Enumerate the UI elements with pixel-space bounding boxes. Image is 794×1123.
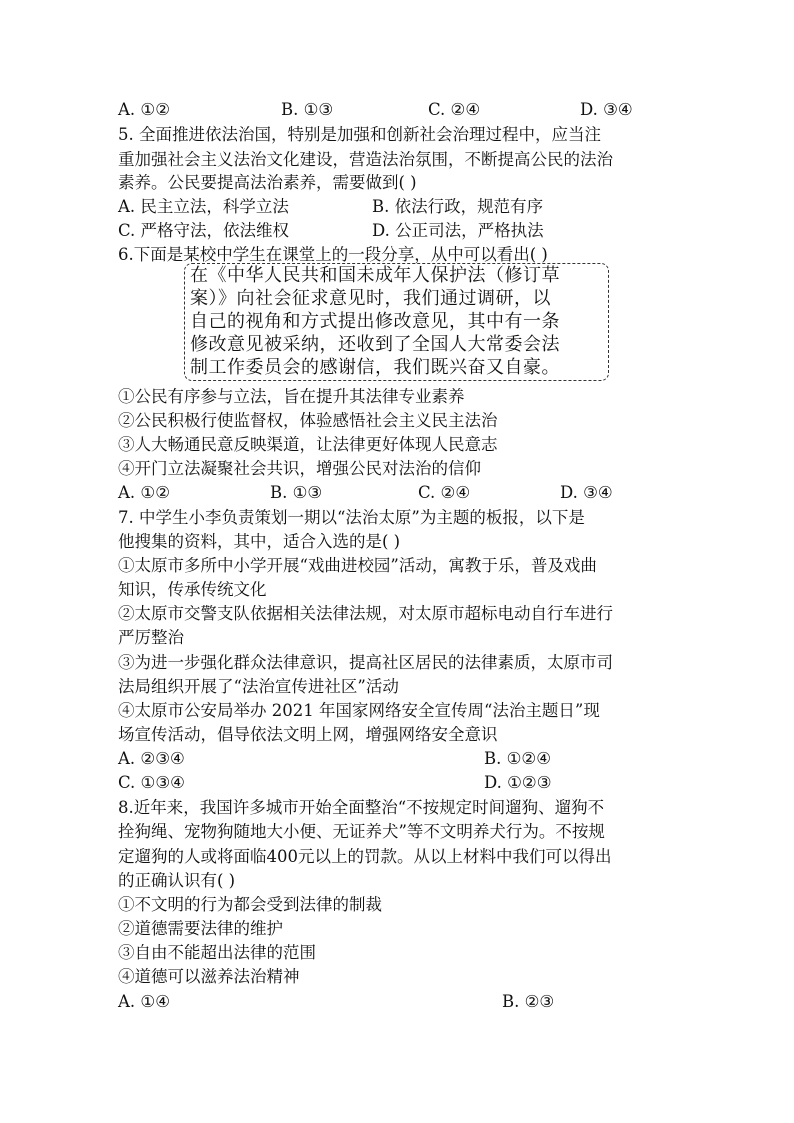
q8-option-b[interactable]: B. ②③ <box>502 992 555 1011</box>
q4-option-a[interactable]: A. ①② <box>118 100 170 119</box>
q7-item-4a: ④太原市公安局举办 2021 年国家网络安全宣传周“法治主题日”现 <box>118 701 600 720</box>
q6-option-d[interactable]: D. ③④ <box>560 483 613 502</box>
q7-item-3b: 法局组织开展了“法治宣传进社区”活动 <box>118 677 399 696</box>
q8-option-a[interactable]: A. ①④ <box>118 992 170 1011</box>
q6-option-a[interactable]: A. ①② <box>118 483 170 502</box>
quote-line-2: 案）》向社会征求意见时，我们通过调研，以 <box>190 288 551 309</box>
q6-item-2: ②公民积极行使监督权，体验感悟社会主义民主法治 <box>118 411 498 430</box>
quote-line-1: 在《中华人民共和国未成年人保护法（修订草 <box>190 265 560 286</box>
q5-option-d[interactable]: D. 公正司法，严格执法 <box>372 221 544 240</box>
q7-item-1b: 知识，传承传统文化 <box>118 580 267 599</box>
q8-stem-line-3: 定遛狗的人或将面临400元以上的罚款。从以上材料中我们可以得出 <box>118 847 612 866</box>
q8-stem-line-4: 的正确认识有( ) <box>118 871 236 890</box>
q5-stem-line-1: 5. 全面推进依法治国，特别是加强和创新社会治理过程中，应当注 <box>118 125 601 144</box>
quote-line-5: 制工作委员会的感谢信，我们既兴奋又自豪。 <box>190 357 560 378</box>
q7-item-2b: 严厉整治 <box>118 628 184 647</box>
q7-item-2a: ②太原市交警支队依据相关法律法规，对太原市超标电动自行车进行 <box>118 604 613 623</box>
q8-item-3: ③自由不能超出法律的范围 <box>118 943 316 962</box>
q8-item-4: ④道德可以滋养法治精神 <box>118 967 300 986</box>
q6-option-c[interactable]: C. ②④ <box>418 483 471 502</box>
q8-stem-line-1: 8.近年来，我国许多城市开始全面整治“不按规定时间遛狗、遛狗不 <box>118 798 605 817</box>
q7-item-1a: ①太原市多所中小学开展“戏曲进校园”活动，寓教于乐，普及戏曲 <box>118 556 597 575</box>
q4-option-d[interactable]: D. ③④ <box>580 100 633 119</box>
q8-item-2: ②道德需要法律的维护 <box>118 919 283 938</box>
q5-option-c[interactable]: C. 严格守法，依法维权 <box>118 221 290 240</box>
q7-stem-line-2: 他搜集的资料，其中，适合入选的是( ) <box>118 532 401 551</box>
q7-item-3a: ③为进一步强化群众法律意识，提高社区居民的法律素质，太原市司 <box>118 653 613 672</box>
quote-line-3: 自己的视角和方式提出修改意见，其中有一条 <box>190 311 560 332</box>
q7-option-b[interactable]: B. ①②④ <box>484 749 551 768</box>
q6-option-b[interactable]: B. ①③ <box>270 483 323 502</box>
q5-option-b[interactable]: B. 依法行政，规范有序 <box>372 197 544 216</box>
q4-option-c[interactable]: C. ②④ <box>428 100 481 119</box>
q7-stem-line-1: 7. 中学生小李负责策划一期以“法治太原”为主题的板报，以下是 <box>118 508 585 527</box>
q6-stem: 6.下面是某校中学生在课堂上的一段分享，从中可以看出( ) <box>118 245 548 264</box>
q6-item-1: ①公民有序参与立法，旨在提升其法律专业素养 <box>118 387 465 406</box>
q7-option-c[interactable]: C. ①③④ <box>118 773 185 792</box>
q7-option-a[interactable]: A. ②③④ <box>118 749 185 768</box>
q8-item-1: ①不文明的行为都会受到法律的制裁 <box>118 895 382 914</box>
q5-option-a[interactable]: A. 民主立法，科学立法 <box>118 197 289 216</box>
q8-stem-line-2: 拴狗绳、宠物狗随地大小便、无证养犬”等不文明养犬行为。不按规 <box>118 822 605 841</box>
q5-stem-line-2: 重加强社会主义法治文化建设，营造法治氛围，不断提高公民的法治 <box>118 150 613 169</box>
quote-line-4: 修改意见被采纳，还收到了全国人大常委会法 <box>190 334 560 355</box>
q6-item-4: ④开门立法凝聚社会共识，增强公民对法治的信仰 <box>118 459 481 478</box>
q5-stem-line-3: 素养。公民要提高法治素养，需要做到( ) <box>118 173 417 192</box>
q4-option-b[interactable]: B. ①③ <box>281 100 334 119</box>
q6-item-3: ③人大畅通民意反映渠道，让法律更好体现人民意志 <box>118 435 498 454</box>
q7-option-d[interactable]: D. ①②③ <box>484 773 552 792</box>
q7-item-4b: 场宣传活动，倡导依法文明上网，增强网络安全意识 <box>118 725 498 744</box>
